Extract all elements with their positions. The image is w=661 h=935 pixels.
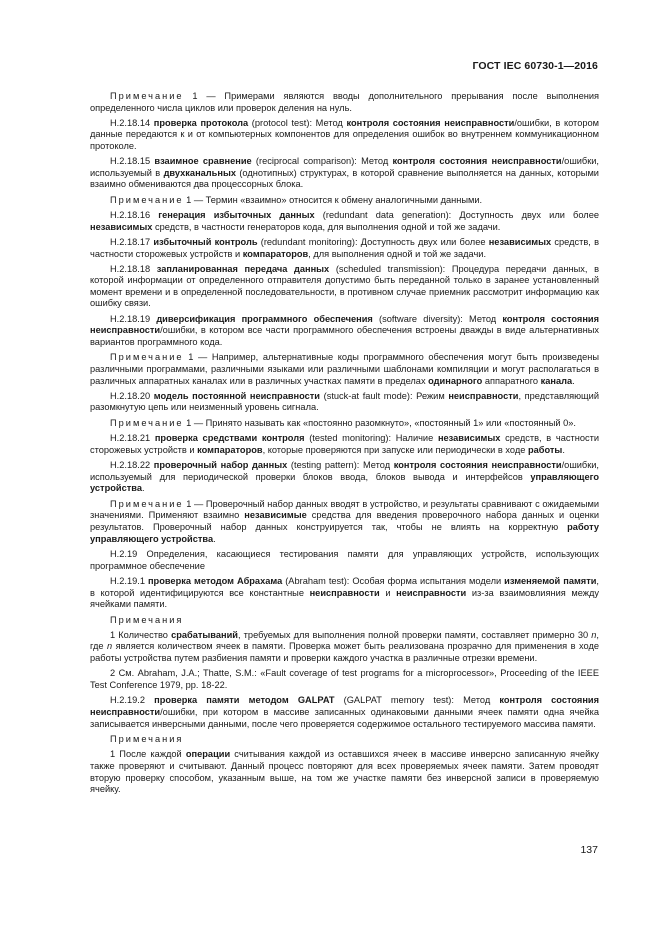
note-paragraph: Примечание 1 — Принято называть как «постоянно разомкнуто», «постоянный 1» или «постоянный 0».: [110, 418, 576, 428]
definition-H-2-18-19: Н.2.18.19 диверсификация программного обеспечения (software diversity): Метод контроля состояния неисправности/ошибки, в котором все части программного обеспечения встроены дважды в виде альтернативных вариантов программного кода.: [90, 313, 599, 347]
note-paragraph: Примечание 1 — Например, альтернативные коды программного обеспечения могут быть произведены различными программами, различными языками или различными шаблонами компиляции и могут располагаться в различных аппаратных каналах или в различных участках памяти в пределах одинарного аппаратного канала.: [90, 352, 599, 386]
note-label: Примечание: [110, 194, 184, 205]
definition-H-2-18-14: Н.2.18.14 проверка протокола (protocol test): Метод контроля состояния неисправности/ошибки, в котором данные передаются к и от компьютерных компонентов для определения ошибок во внутреннем коммуникационном протоколе.: [90, 117, 599, 151]
definition-H-2-18-20: Н.2.18.20 модель постоянной неисправности (stuck-at fault mode): Режим неисправности, представляющий разомкнутую цепь или неизменный уровень сигнала.: [90, 390, 600, 413]
note-label: Примечание: [110, 418, 184, 428]
definition-H-2-19-1: Н.2.19.1 проверка методом Абрахама (Abraham test): Особая форма испытания модели изменяемой памяти, в которой идентифицируются все константные неисправности и неисправности из-за взаимовлияния между ячейками памяти.: [90, 575, 599, 610]
definition-H-2-18-15: Н.2.18.15 взаимное сравнение (reciprocal comparison): Метод контроля состояния неисправности/ошибки, используемый в двухканальных (однотипных) структурах, в которой сравнение выполняется на данных, которыми взаимно обмениваются два процессорных блока.: [90, 156, 599, 190]
notes-heading: Примечания: [110, 614, 184, 625]
document-header: ГОСТ IEC 60730-1—2016: [472, 60, 598, 72]
definition-H-2-18-18: Н.2.18.18 запланированная передача данных (scheduled transmission): Процедура передачи данных, в которой информации от определенного отправителя допустимо быть переданной только в заранее установленный момент времени и в определенной последовательности, в противном случае приемник рассмотрит информацию как ошибку связи.: [90, 263, 599, 309]
note-label: Примечание: [110, 498, 184, 509]
notes-heading: Примечания: [110, 734, 184, 745]
definition-H-2-19-2: Н.2.19.2 проверка памяти методом GALPAT (GALPAT memory test): Метод контроля состояния неисправности/ошибки, при котором в массиве записанных одинаковыми данными ячеек памяти одна ячейка записывается инверсными данными, после чего проверяется содержимое остального тестируемого массива памяти.: [90, 695, 599, 729]
definition-H-2-18-17: Н.2.18.17 избыточный контроль (redundant monitoring): Доступность двух или более независимых средств, в частности сторожевых устройств и компараторов, для выполнения одной и той же задачи.: [90, 236, 599, 259]
definition-H-2-18-21: Н.2.18.21 проверка средствами контроля (tested monitoring): Наличие независимых средств, в частности сторожевых устройств и компараторов, которые проверяются при запуске или периодически в ходе работы.: [90, 433, 599, 455]
note-paragraph: Примечание 1 — Термин «взаимно» относится к обмену аналогичными данными.: [110, 194, 483, 205]
page-number: 137: [580, 844, 598, 856]
note-paragraph: Примечание 1 — Проверочный набор данных вводят в устройство, и результаты сравнивают с ожидаемыми значениями. Применяют взаимно независимые средства для введения проверочного набора данных и оценки результатов. Проверочный набор данных конструируется так, чтобы не влиять на корректную работу управляющего устройства.: [90, 498, 600, 544]
note-paragraph: Примечание 1 — Примерами являются вводы дополнительного прерывания после выполнения определенного числа циклов или проверок деления на нуль.: [90, 91, 599, 113]
definition-H-2-18-16: Н.2.18.16 генерация избыточных данных (redundant data generation): Доступность двух или более независимых средств, в частности генераторов кода, для выполнения одной и той же задачи.: [90, 210, 599, 232]
note-item: 1 После каждой операции считывания каждой из оставшихся ячеек в массиве инверсно записанную ячейку также проверяют и считывают. Данный процесс повторяют для всех проверяемых ячеек памяти. Затем проводят вторую проверку способом, указанным выше, на том же участке памяти без инверсной записи в проверяемую ячейку.: [90, 749, 600, 795]
page-body: [90, 91, 599, 799]
note-label: Примечание: [110, 352, 184, 363]
definition-H-2-18-22: Н.2.18.22 проверочный набор данных (testing pattern): Метод контроля состояния неисправности/ошибки, используемый для периодической проверки блоков ввода, блоков вывода и интерфейсов управляющего устройства.: [90, 459, 599, 494]
note-label: Примечание: [110, 91, 184, 101]
note-item: 1 Количество срабатываний, требуемых для выполнения полной проверки памяти, составляет примерно 30 n, где n является количеством ячеек в памяти. Проверка может быть реализована прозрачно для применения в ходе работы устройства путем разбиения памяти и проверки каждого участка в различные отрезки времени.: [90, 629, 599, 664]
section-H-2-19: Н.2.19 Определения, касающиеся тестирования памяти для управляющих устройств, использующих программное обеспечение: [90, 549, 599, 571]
note-item: 2 См. Abraham, J.A.; Thatte, S.M.: «Fault coverage of test programs for a microprocessor», Proceeding of the IEEE Test Conference 1979, pp. 18-22.: [90, 668, 599, 690]
